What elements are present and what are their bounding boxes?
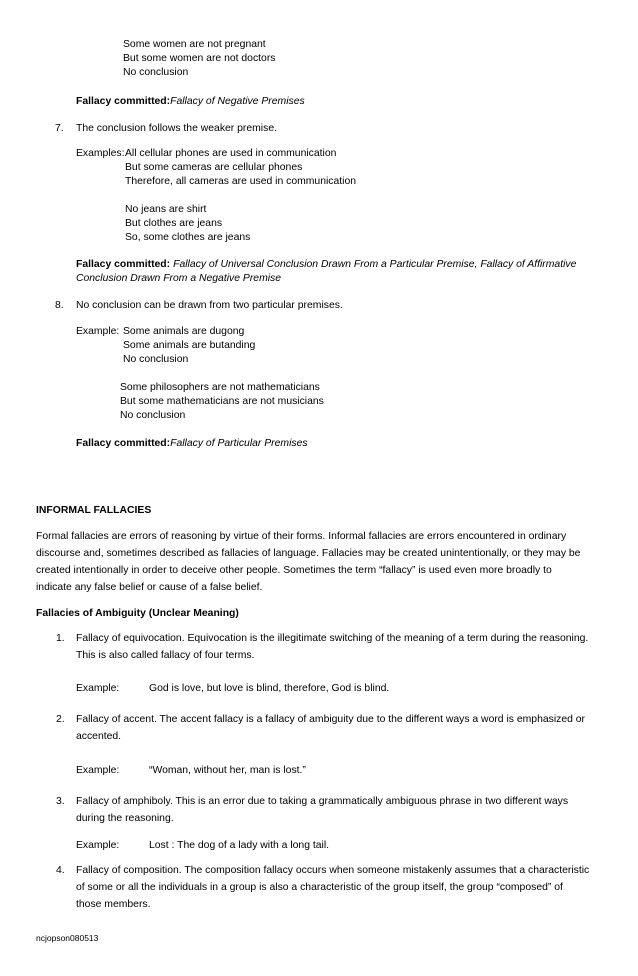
syllogism-line: But some women are not doctors [123, 53, 276, 64]
item-line: those members. [76, 899, 151, 910]
examples-label: Examples: [76, 148, 125, 159]
rule-text: No conclusion can be drawn from two particular premises. [76, 300, 343, 311]
example-line: Therefore, all cameras are used in communication [125, 176, 357, 187]
example-line: No conclusion [123, 354, 189, 365]
example-line: All cellular phones are used in communication [125, 148, 337, 159]
example-line: Some animals are butanding [123, 340, 256, 351]
item-number: 1. [56, 633, 65, 644]
fallacy-name: Fallacy of Particular Premises [170, 438, 308, 449]
rule-text: The conclusion follows the weaker premise. [76, 123, 277, 134]
syllogism-line: No conclusion [123, 67, 189, 78]
paragraph-line: indicate any false belief or cause of a false belief. [36, 582, 263, 593]
item-line: Fallacy of amphiboly. This is an error due to taking a grammatically ambiguous phrase in two different ways [76, 796, 569, 807]
item-number: 3. [56, 796, 65, 807]
fallacy-label: Fallacy committed: [76, 259, 171, 270]
paragraph-line: discourse and, sometimes described as fallacies of language. Fallacies may be created unintentionally, or they may be [36, 548, 581, 559]
fallacy-name-continued: Conclusion Drawn From a Negative Premise [76, 273, 282, 284]
example-line: No jeans are shirt [125, 204, 207, 215]
example-line: But some mathematicians are not musicians [120, 396, 324, 407]
item-number: 4. [56, 865, 65, 876]
subsection-heading: Fallacies of Ambiguity (Unclear Meaning) [36, 608, 239, 619]
item-number: 2. [56, 714, 65, 725]
example-text: Lost : The dog of a lady with a long tail. [149, 840, 330, 851]
item-line: Fallacy of composition. The composition fallacy occurs when someone mistakenly assumes that a characteristic [76, 865, 590, 876]
item-line: accented. [76, 731, 122, 742]
example-label: Example: [76, 840, 120, 851]
example-text: “Woman, without her, man is lost.” [149, 765, 306, 776]
item-line: Fallacy of equivocation. Equivocation is the illegitimate switching of the meaning of a term during the reasoning. [76, 633, 589, 644]
example-label: Example: [76, 326, 120, 337]
section-heading: INFORMAL FALLACIES [36, 505, 152, 516]
syllogism-line: Some women are not pregnant [123, 39, 266, 50]
fallacy-name: Fallacy of Universal Conclusion Drawn From a Particular Premise, Fallacy of Affirmative [173, 259, 577, 270]
fallacy-committed-line [76, 258, 576, 271]
footer-text: ncjopson080513 [36, 933, 99, 943]
fallacy-committed-line [76, 437, 308, 450]
example-label: Example: [76, 765, 120, 776]
example-line: No conclusion [120, 410, 186, 421]
rule-number: 8. [55, 300, 64, 311]
item-line: during the reasoning. [76, 813, 174, 824]
item-line: Fallacy of accent. The accent fallacy is a fallacy of ambiguity due to the different ways a word is emphasized or [76, 714, 586, 725]
example-label: Example: [76, 683, 120, 694]
fallacy-name: Fallacy of Negative Premises [170, 96, 305, 107]
example-line: But clothes are jeans [125, 218, 223, 229]
rule-number: 7. [55, 123, 64, 134]
fallacy-label: Fallacy committed: [76, 96, 171, 107]
example-line: So, some clothes are jeans [125, 232, 251, 243]
example-text: God is love, but love is blind, therefore, God is blind. [149, 683, 390, 694]
fallacy-committed-line [76, 95, 305, 108]
item-line: This is also called fallacy of four terms. [76, 650, 255, 661]
example-line: Some animals are dugong [123, 326, 245, 337]
item-line: of some or all the individuals in a group is also a characteristic of the group itself, the group “composed” of [76, 882, 563, 893]
fallacy-label: Fallacy committed: [76, 438, 171, 449]
example-line: But some cameras are cellular phones [125, 162, 303, 173]
paragraph-line: created intentionally in order to deceive other people. Sometimes the term “fallacy” is used even more broadly to [36, 565, 552, 576]
paragraph-line: Formal fallacies are errors of reasoning by virtue of their forms. Informal fallacies are errors encountered in ordinary [36, 531, 567, 542]
example-line: Some philosophers are not mathematicians [120, 382, 320, 393]
